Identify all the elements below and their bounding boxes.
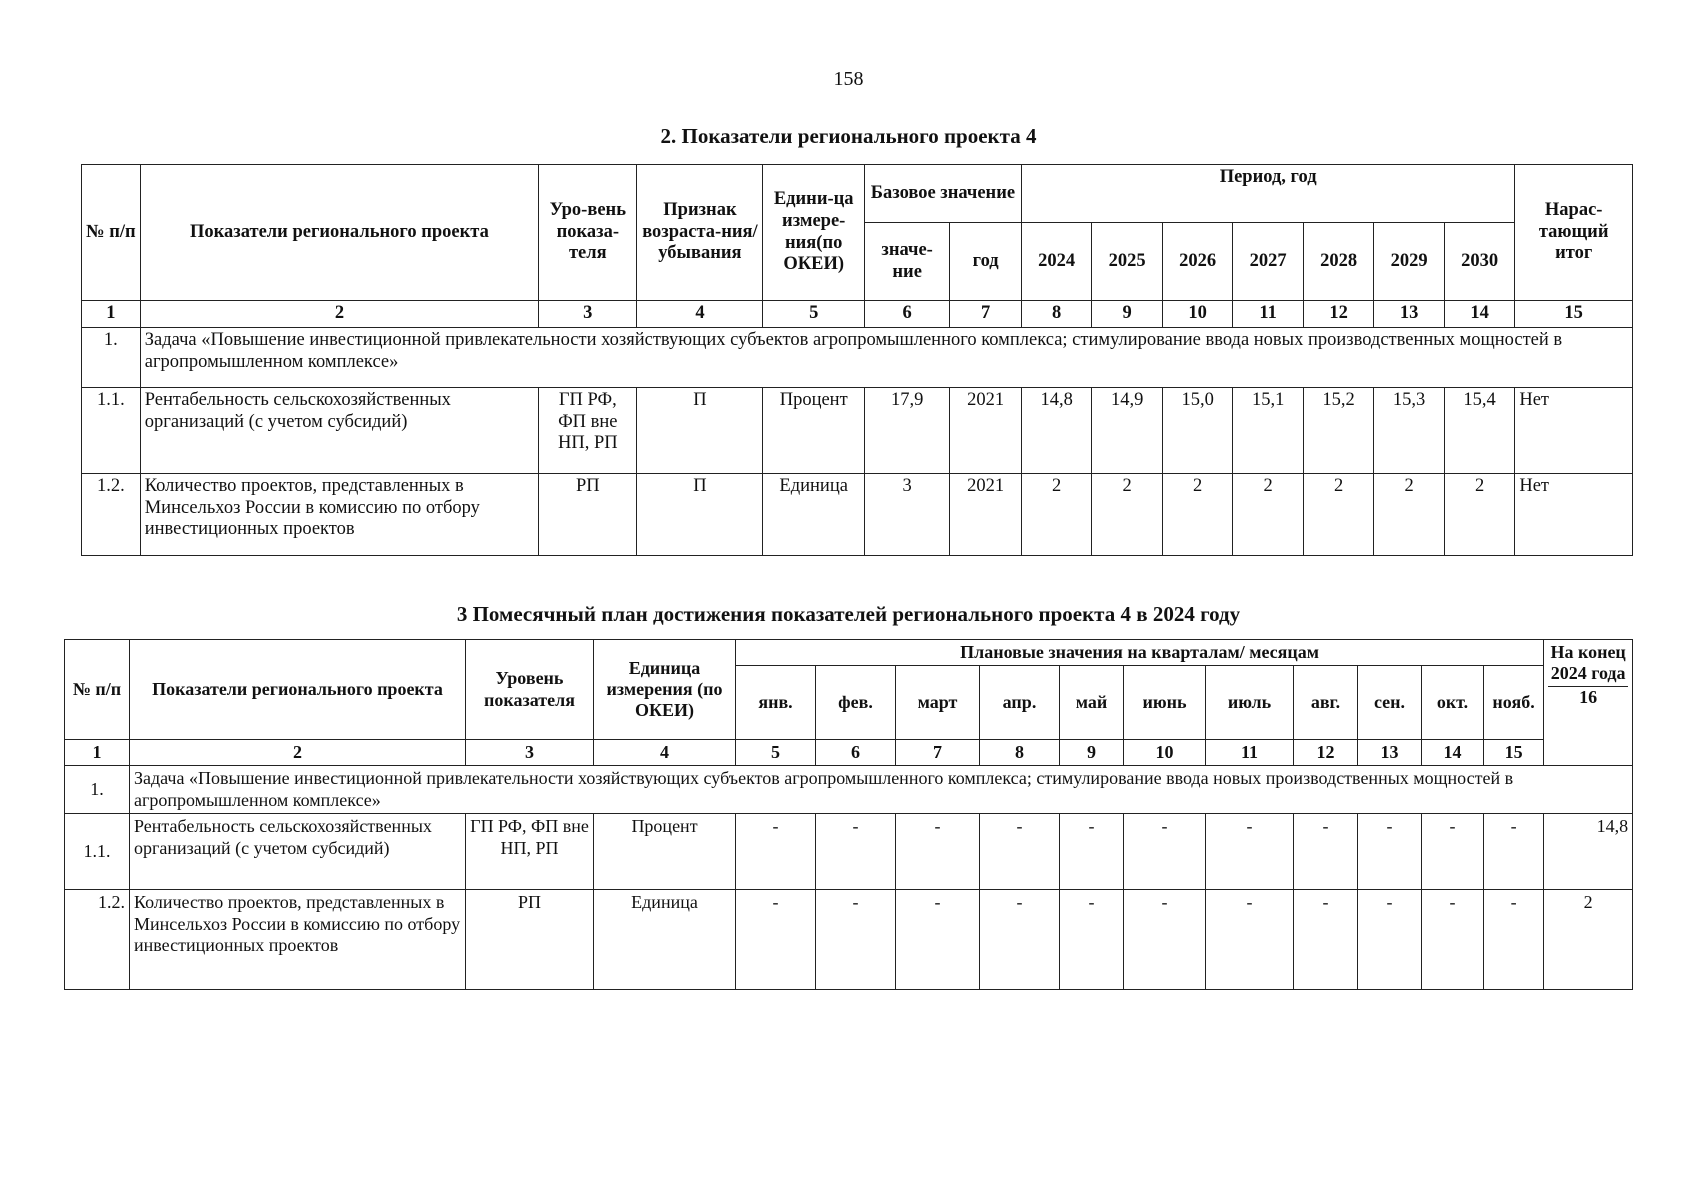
task-row: [82, 327, 1633, 387]
row-month-value: -: [1206, 814, 1294, 890]
header-month: нояб.: [1484, 666, 1544, 740]
row-base-value: 3: [864, 473, 949, 555]
row-base-year: 2021: [950, 473, 1022, 555]
row-value: 2: [1162, 473, 1232, 555]
row-month-value: -: [1358, 890, 1422, 990]
header-level: Уро-вень показа-теля: [539, 165, 637, 301]
header-level: Уровень показателя: [466, 640, 594, 740]
row-month-value: -: [1060, 890, 1124, 990]
row-level: ГП РФ, ФП вне НП, РП: [466, 814, 594, 890]
row-value: 14,8: [1021, 387, 1091, 473]
header-month: окт.: [1422, 666, 1484, 740]
header-year: 2027: [1233, 223, 1303, 301]
row-month-value: -: [896, 890, 980, 990]
row-month-value: -: [1484, 890, 1544, 990]
row-month-value: -: [816, 814, 896, 890]
row-month-value: -: [1422, 890, 1484, 990]
row-level: РП: [539, 473, 637, 555]
header-month: март: [896, 666, 980, 740]
row-month-value: -: [1124, 890, 1206, 990]
header-month: июнь: [1124, 666, 1206, 740]
header-year: 2026: [1162, 223, 1232, 301]
row-end-value: 14,8: [1544, 814, 1633, 890]
task-text: Задача «Повышение инвестиционной привлекательности хозяйствующих субъектов агропромышленного комплекса; стимулирование ввода новых производственных мощностей в агропромышленном комплексе»: [140, 327, 1632, 387]
row-month-value: -: [1358, 814, 1422, 890]
row-value: 2: [1303, 473, 1373, 555]
col-number: 8: [980, 740, 1060, 766]
row-unit: Единица: [763, 473, 864, 555]
row-value: 15,1: [1233, 387, 1303, 473]
col-number: 9: [1092, 301, 1162, 328]
col-number: 5: [736, 740, 816, 766]
header-year: 2025: [1092, 223, 1162, 301]
col-number: 9: [1060, 740, 1124, 766]
col-number: 14: [1422, 740, 1484, 766]
header-month: авг.: [1294, 666, 1358, 740]
col-number: 14: [1444, 301, 1515, 328]
header-month: апр.: [980, 666, 1060, 740]
row-value: 14,9: [1092, 387, 1162, 473]
row-month-value: -: [1294, 814, 1358, 890]
row-month-value: -: [736, 814, 816, 890]
header-cumulative: Нарас-тающий итог: [1515, 165, 1633, 301]
row-value: 2: [1444, 473, 1515, 555]
header-month: май: [1060, 666, 1124, 740]
table-row: [82, 387, 1633, 473]
task-num: 1.: [82, 327, 141, 387]
column-numbers-row: [65, 740, 1633, 766]
row-value: 15,2: [1303, 387, 1373, 473]
col-number: 10: [1124, 740, 1206, 766]
row-num: 1.2.: [65, 890, 130, 990]
col-number: 15: [1515, 301, 1633, 328]
row-month-value: -: [1060, 814, 1124, 890]
col-number: 1: [65, 740, 130, 766]
header-trend: Признак возраста-ния/ убывания: [637, 165, 763, 301]
section-2-heading: 2. Показатели регионального проекта 4: [660, 124, 1037, 148]
row-trend: П: [637, 387, 763, 473]
header-month: июль: [1206, 666, 1294, 740]
col-number: 13: [1358, 740, 1422, 766]
row-month-value: -: [896, 814, 980, 890]
header-base-year: год: [950, 223, 1022, 301]
header-num: № п/п: [65, 640, 130, 740]
row-value: 15,4: [1444, 387, 1515, 473]
header-month: сен.: [1358, 666, 1422, 740]
row-trend: П: [637, 473, 763, 555]
row-indicator: Рентабельность сельскохозяйственных организаций (с учетом субсидий): [140, 387, 538, 473]
task-row: [65, 766, 1633, 814]
row-base-value: 17,9: [864, 387, 949, 473]
header-end: [1544, 640, 1633, 766]
header-plan: Плановые значения на кварталам/ месяцам: [736, 640, 1544, 666]
section-3-heading: 3 Помесячный план достижения показателей регионального проекта 4 в 2024 году: [456, 602, 1241, 626]
col-number: 6: [816, 740, 896, 766]
row-value: 15,3: [1374, 387, 1444, 473]
header-year: 2030: [1444, 223, 1515, 301]
page-number: 158: [833, 68, 864, 90]
row-cumulative: Нет: [1515, 387, 1633, 473]
col-number: 7: [950, 301, 1022, 328]
table-row: [65, 890, 1633, 990]
header-month: янв.: [736, 666, 816, 740]
row-value: 2: [1374, 473, 1444, 555]
header-year: 2024: [1021, 223, 1091, 301]
row-month-value: -: [816, 890, 896, 990]
header-unit: Едини-ца измере-ния(по ОКЕИ): [763, 165, 864, 301]
row-num: 1.1.: [65, 814, 130, 890]
col-number: 3: [466, 740, 594, 766]
task-num: 1.: [65, 766, 130, 814]
col-number: 11: [1233, 301, 1303, 328]
header-indicator: Показатели регионального проекта: [130, 640, 466, 740]
table-row: [65, 814, 1633, 890]
row-month-value: -: [1294, 890, 1358, 990]
table-row: [82, 473, 1633, 555]
row-month-value: -: [1206, 890, 1294, 990]
col-number: 4: [594, 740, 736, 766]
header-year: 2029: [1374, 223, 1444, 301]
row-month-value: -: [1422, 814, 1484, 890]
row-month-value: -: [980, 814, 1060, 890]
task-text: Задача «Повышение инвестиционной привлекательности хозяйствующих субъектов агропромышленного комплекса; стимулирование ввода новых производственных мощностей в агропромышленном комплексе»: [130, 766, 1633, 814]
row-month-value: -: [1484, 814, 1544, 890]
header-period: Период, год: [1021, 165, 1514, 223]
col-number: 15: [1484, 740, 1544, 766]
row-level: РП: [466, 890, 594, 990]
row-indicator: Рентабельность сельскохозяйственных организаций (с учетом субсидий): [130, 814, 466, 890]
monthly-plan-table: [64, 639, 1633, 990]
col-number: 12: [1294, 740, 1358, 766]
row-indicator: Количество проектов, представленных в Минсельхоз России в комиссию по отбору инвестиционных проектов: [130, 890, 466, 990]
col-number: 1: [82, 301, 141, 328]
row-unit: Единица: [594, 890, 736, 990]
indicators-table: [81, 164, 1633, 556]
header-num: № п/п: [82, 165, 141, 301]
row-value: 2: [1092, 473, 1162, 555]
row-indicator: Количество проектов, представленных в Минсельхоз России в комиссию по отбору инвестиционных проектов: [140, 473, 538, 555]
row-unit: Процент: [763, 387, 864, 473]
row-month-value: -: [980, 890, 1060, 990]
col-number: 2: [130, 740, 466, 766]
header-base-value: значе-ние: [864, 223, 949, 301]
col-number: 3: [539, 301, 637, 328]
col-number: 12: [1303, 301, 1373, 328]
column-numbers-row: [82, 301, 1633, 328]
row-end-value: 2: [1544, 890, 1633, 990]
row-value: 2: [1233, 473, 1303, 555]
row-num: 1.1.: [82, 387, 141, 473]
header-base: Базовое значение: [864, 165, 1021, 223]
col-number: 4: [637, 301, 763, 328]
row-month-value: -: [736, 890, 816, 990]
row-month-value: -: [1124, 814, 1206, 890]
row-unit: Процент: [594, 814, 736, 890]
col-number: 11: [1206, 740, 1294, 766]
col-number: 8: [1021, 301, 1091, 328]
col-number: 16: [1548, 686, 1628, 708]
col-number: 13: [1374, 301, 1444, 328]
header-indicator: Показатели регионального проекта: [140, 165, 538, 301]
col-number: 6: [864, 301, 949, 328]
col-number: 2: [140, 301, 538, 328]
header-unit: Единица измерения (по ОКЕИ): [594, 640, 736, 740]
header-month: фев.: [816, 666, 896, 740]
row-num: 1.2.: [82, 473, 141, 555]
col-number: 5: [763, 301, 864, 328]
row-level: ГП РФ, ФП вне НП, РП: [539, 387, 637, 473]
header-end-label: На конец 2024 года: [1550, 642, 1626, 684]
row-cumulative: Нет: [1515, 473, 1633, 555]
row-value: 15,0: [1162, 387, 1232, 473]
header-year: 2028: [1303, 223, 1373, 301]
col-number: 7: [896, 740, 980, 766]
row-base-year: 2021: [950, 387, 1022, 473]
row-value: 2: [1021, 473, 1091, 555]
col-number: 10: [1162, 301, 1232, 328]
